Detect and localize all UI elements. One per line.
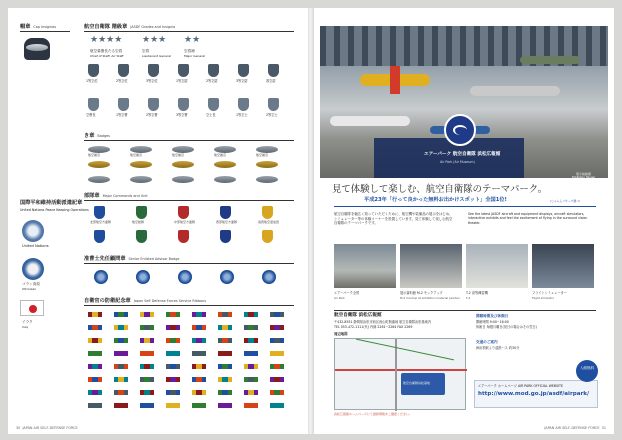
subhead: 平成23年「行って良かった無料お出かけスポット」全国1位! [364, 197, 507, 203]
service-ribbon [140, 312, 154, 317]
service-ribbon [192, 312, 206, 317]
grade-label: 航空幕僚長たる空将 [90, 49, 123, 53]
service-ribbon [192, 403, 206, 408]
service-ribbon [88, 338, 102, 343]
hours-text: 開館時間 9:00~16:00 [476, 320, 509, 324]
service-ribbon [88, 351, 102, 356]
service-ribbon [166, 364, 180, 369]
rank-insignia-icon [268, 64, 279, 77]
service-ribbon [166, 390, 180, 395]
page-number: JAPAN AIR SELF-DEFENSE FORCE 31 [544, 426, 606, 430]
divider [84, 31, 294, 32]
service-ribbon [140, 338, 154, 343]
unit-label: 航空総隊 [132, 220, 145, 224]
service-ribbon [218, 377, 232, 382]
service-ribbon [88, 364, 102, 369]
rank-insignia-icon [268, 98, 279, 111]
rank-label: 1等空士 [236, 113, 248, 117]
divider [84, 305, 294, 306]
service-ribbon [270, 325, 284, 330]
service-ribbon [218, 338, 232, 343]
service-ribbon [244, 364, 258, 369]
rank-insignia-icon [118, 98, 129, 111]
service-ribbon [270, 377, 284, 382]
service-ribbon [192, 364, 206, 369]
badge-label: 航空徽章 [88, 153, 101, 157]
un-en-label: United Nations Peace Keeping Operations [20, 208, 89, 212]
map-base-label: 航空自衛隊浜松基地 [403, 381, 431, 385]
intro-en: See the latest JASDF aircraft and equipment displays, aircraft simulators, interactive exhibits and feel the excitement of flying in the surround vision theater. [468, 212, 588, 225]
un-badge-icon [22, 220, 44, 242]
pilot-wing-icon [214, 176, 236, 183]
info-address: 〒432-8551 静岡県浜松市西区西山町無番地 航空自衛隊浜松基地内 [334, 320, 432, 324]
service-ribbon [140, 390, 154, 395]
unit-label: 中部航空方面隊 [174, 220, 196, 224]
pilot-wing-icon [172, 146, 194, 153]
service-ribbon [244, 377, 258, 382]
unit-patch-icon [220, 206, 231, 219]
service-ribbon [192, 338, 206, 343]
service-ribbon [270, 338, 284, 343]
photo-caption: 展示資料館 M-2 モックアップ [400, 291, 443, 295]
unit-patch-icon [178, 230, 189, 243]
service-ribbon [88, 403, 102, 408]
rank-label: 1等空曹 [116, 113, 128, 117]
service-ribbon [244, 312, 258, 317]
museum-label-panel [374, 138, 524, 178]
service-ribbon [140, 364, 154, 369]
service-ribbon [88, 377, 102, 382]
section-title-units: 部隊章 Major Commands and Unit [84, 193, 148, 199]
access-title: 交通のご案内 [476, 340, 498, 344]
rank-insignia-icon [178, 98, 189, 111]
service-ribbon [270, 403, 284, 408]
rank-label: 2等空佐 [116, 79, 128, 83]
unit-patch-icon [220, 230, 231, 243]
service-ribbon [270, 312, 284, 317]
advisor-badge-icon [262, 270, 276, 284]
subhead-note: (じゃらんリサーチ調べ) [550, 199, 581, 203]
pilot-wing-icon [256, 161, 278, 168]
service-ribbon [244, 390, 258, 395]
exhibit-photo [532, 244, 594, 288]
website-link[interactable]: http://www.mod.go.jp/asdf/airpark/ [478, 391, 590, 397]
pilot-wing-icon [88, 161, 110, 168]
unit-patch-icon [94, 206, 105, 219]
service-ribbon [88, 312, 102, 317]
museum-label: エアーパーク 航空自衛隊 浜松広報館 [424, 152, 501, 157]
service-ribbon [218, 325, 232, 330]
service-ribbon [244, 403, 258, 408]
hours-title: 開館時間及び休館日 [476, 314, 509, 318]
service-ribbon [88, 390, 102, 395]
advisor-badge-icon [136, 270, 150, 284]
rank-insignia-icon [88, 98, 99, 111]
rank-label: 1等空尉 [176, 79, 188, 83]
grade-sub-label: Lieutenant General [142, 54, 171, 58]
pilot-wing-icon [172, 161, 194, 168]
rank-insignia-icon [148, 64, 159, 77]
advisor-badge-icon [178, 270, 192, 284]
service-ribbon [218, 351, 232, 356]
map-title: 周辺地図 [334, 332, 348, 336]
badge-label: 航空徽章 [256, 153, 269, 157]
rank-insignia-icon [118, 64, 129, 77]
service-ribbon [218, 403, 232, 408]
grade-sub-label: Major General [184, 54, 206, 58]
info-note: 浜松広報館ホームページにて最新情報をご確認ください。 [334, 412, 412, 416]
service-ribbon [166, 377, 180, 382]
golan-label: ゴラン高原 [22, 282, 40, 286]
cap-wing-icon [26, 44, 48, 51]
free-admission-badge: 入館無料 [576, 360, 598, 382]
service-ribbon [270, 351, 284, 356]
pilot-wing-icon [214, 161, 236, 168]
star-icon: ★★★ [142, 35, 167, 45]
photo-caption: 展示格納庫 [576, 172, 592, 176]
unit-patch-icon [262, 230, 273, 243]
service-ribbon [192, 351, 206, 356]
service-ribbon [192, 377, 206, 382]
photo-caption-en: T-2 [466, 296, 471, 300]
rank-label: 空曹長 [86, 113, 96, 117]
section-title-grades: 航空自衛隊 階級章 JASDF Grades and Insignia [84, 24, 176, 30]
un-label: United Nations [22, 244, 49, 248]
exhibit-photo [400, 244, 462, 288]
grade-label: 空将補 [184, 49, 195, 53]
photo-caption-en: M-2 mockup at exhibition material pavilion [400, 296, 460, 300]
star-icon: ★★★★ [90, 35, 123, 45]
photo-caption: T-2 高等練習機 [466, 291, 488, 295]
rank-insignia-icon [88, 64, 99, 77]
service-ribbon [114, 338, 128, 343]
service-ribbon [114, 377, 128, 382]
headline: 見て体験して楽しむ、航空自衛隊のテーマパーク。 [332, 184, 548, 195]
divider [20, 31, 70, 32]
divider [334, 310, 596, 311]
service-ribbon [192, 325, 206, 330]
unit-label: 北部航空方面隊 [90, 220, 112, 224]
service-ribbon [114, 364, 128, 369]
unit-patch-icon [136, 206, 147, 219]
service-ribbon [114, 312, 128, 317]
rank-insignia-icon [178, 64, 189, 77]
service-ribbon [244, 351, 258, 356]
right-page [314, 8, 614, 434]
rank-label: 2等空士 [266, 113, 278, 117]
badge-label: 航空徽章 [214, 153, 227, 157]
service-ribbon [218, 364, 232, 369]
section-title-badges: き章 Badges [84, 133, 110, 139]
pilot-wing-icon [256, 176, 278, 183]
service-ribbon [114, 403, 128, 408]
access-text: JR浜松駅より遠鉄バス 約30分 [476, 346, 520, 350]
pilot-wing-icon [214, 146, 236, 153]
pilot-wing-icon [256, 146, 278, 153]
rank-label: 3等空尉 [236, 79, 248, 83]
service-ribbon [140, 351, 154, 356]
rank-insignia-icon [238, 64, 249, 77]
pilot-wing-icon [130, 161, 152, 168]
divider [84, 140, 294, 141]
advisor-badge-icon [220, 270, 234, 284]
service-ribbon [114, 390, 128, 395]
service-ribbon [114, 351, 128, 356]
service-ribbon [140, 325, 154, 330]
rank-label: 空士長 [206, 113, 216, 117]
unit-patch-icon [262, 206, 273, 219]
divider [84, 200, 294, 201]
section-title-cap: 帽章 Cap Insignias [20, 24, 57, 30]
service-ribbon [218, 390, 232, 395]
unit-label: 南西航空混成団 [258, 220, 280, 224]
service-ribbon [244, 325, 258, 330]
page-number: 30 JAPAN AIR SELF-DEFENSE FORCE [16, 426, 78, 430]
advisor-badge-icon [94, 270, 108, 284]
badge-label: 航空徽章 [130, 153, 143, 157]
website-label: エアーパーク ホームページ AIR PARK OFFICIAL WEBSITE [478, 384, 563, 388]
rank-label: 2等空尉 [206, 79, 218, 83]
service-ribbon [192, 390, 206, 395]
rank-label: 准空尉 [266, 79, 276, 83]
photo-caption: エアーパーク全景 [334, 291, 360, 295]
pilot-wing-icon [130, 176, 152, 183]
photo-caption: フライトシミュレーター [532, 291, 567, 295]
airpark-logo-icon [444, 114, 476, 146]
info-name: 航空自衛隊 浜松広報館 [334, 313, 382, 318]
rank-insignia-icon [208, 98, 219, 111]
photo-caption-en: Air Park [334, 296, 345, 300]
service-ribbon [140, 403, 154, 408]
section-title-ribbons: 自衛官の防衛記念章 Japan Self Defense Forces Service Ribbons [84, 298, 206, 304]
access-map [334, 338, 466, 410]
closed-text: 休館日 毎週月曜日(祝日の場合はその翌日) [476, 325, 537, 329]
pilot-wing-icon [172, 176, 194, 183]
service-ribbon [270, 390, 284, 395]
divider [84, 263, 294, 264]
pilot-wing-icon [88, 176, 110, 183]
japan-flag-icon [20, 300, 44, 316]
service-ribbon [166, 351, 180, 356]
exhibit-photo [466, 244, 528, 288]
pilot-wing-icon [88, 146, 110, 153]
golan-badge-icon [22, 258, 44, 280]
star-icon: ★★ [184, 35, 201, 45]
photo-caption-en: Exhibition Hangar [572, 176, 596, 179]
service-ribbon [270, 364, 284, 369]
service-ribbon [114, 325, 128, 330]
section-title-un: 国際平和維持活動派遣記章 [20, 200, 83, 206]
service-ribbon [166, 325, 180, 330]
rank-insignia-icon [208, 64, 219, 77]
museum-en: Air Park (Air Museum) [440, 160, 475, 164]
iraq-en-label: Iraq [22, 325, 28, 329]
badge-label: 航空徽章 [172, 153, 185, 157]
pilot-wing-icon [130, 146, 152, 153]
rank-label: 1等空佐 [86, 79, 98, 83]
exhibit-photo [334, 244, 396, 288]
photo-caption-en: Flight simulator [532, 296, 554, 300]
service-ribbon [218, 312, 232, 317]
service-ribbon [166, 403, 180, 408]
unit-patch-icon [94, 230, 105, 243]
grade-sub-label: Chief of Staff, Air Staff [90, 54, 124, 58]
service-ribbon [140, 377, 154, 382]
unit-patch-icon [178, 206, 189, 219]
info-tel: TEL 053-472-1111(代) 内線 2261~2264 FAX 2269 [334, 325, 413, 329]
divider [334, 206, 596, 207]
rank-insignia-icon [148, 98, 159, 111]
service-ribbon [244, 338, 258, 343]
unit-label: 西部航空方面隊 [216, 220, 238, 224]
service-ribbon [166, 338, 180, 343]
service-ribbon [88, 325, 102, 330]
intro-jp: 航空自衛隊を幅広く知っていただくために、航空機や装備品の展示をはじめ、シミュレーター等の体験コーナーを設置しています。見て体験して楽しむ航空自衛隊のテーマパークです。 [334, 212, 453, 226]
golan-en-label: UN Golan [22, 287, 37, 291]
rank-label: 3等空佐 [146, 79, 158, 83]
section-title-advisor: 准曹士先任顧問章 Senior Enlisted Advisor Badge [84, 256, 180, 262]
grade-label: 空将 [142, 49, 150, 53]
iraq-label: イラク [22, 320, 33, 324]
rank-label: 2等空曹 [146, 113, 158, 117]
rank-insignia-icon [238, 98, 249, 111]
unit-patch-icon [136, 230, 147, 243]
service-ribbon [166, 312, 180, 317]
rank-label: 3等空曹 [176, 113, 188, 117]
left-page [8, 8, 308, 434]
